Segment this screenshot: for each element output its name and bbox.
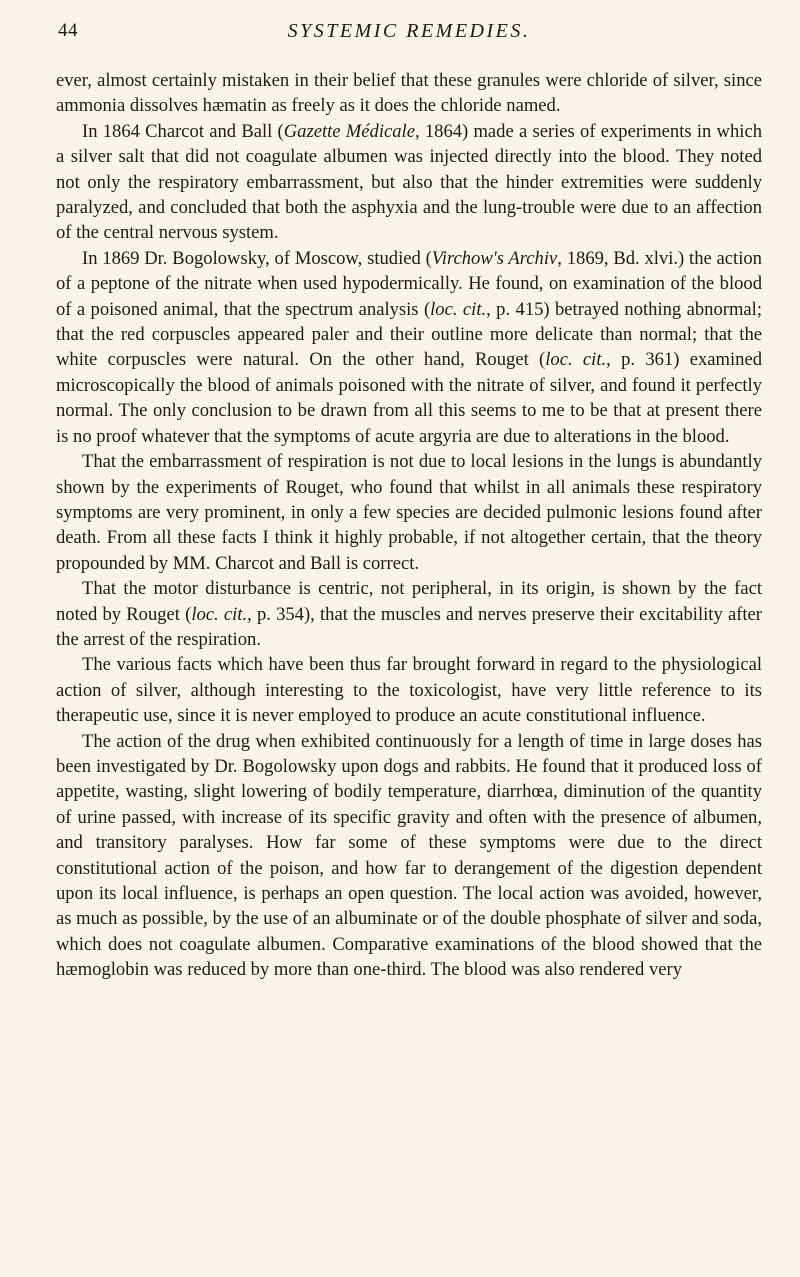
page-number: 44: [58, 20, 78, 41]
page-header: [58, 20, 760, 52]
paragraph-charcot-ball: In 1864 Charcot and Ball (Gazette Médicale, 1864) made a series of experiments in which a silver salt that did not coagulate albumen was injected directly into the blood. They noted not only the respiratory embarrassment, but also that the hinder extremities were suddenly paralyzed, and concluded that both the asphyxia and the lung-trouble were due to an affection of the central nervous system.: [56, 120, 762, 244]
paragraph-continuous-action: The action of the drug when exhibited continuously for a length of time in large doses has been investigated by Dr. Bogolowsky upon dogs and rabbits. He found that it produced loss of appetite, wasting, slight lowering of bodily temperature, diarrhœa, diminution of the quantity of urine passed, with increase of its specific gravity and often with the presence of albumen, and transitory paralyses. How far some of these symptoms were due to the direct constitutional action of the poison, and how far to derangement of the digestion dependent upon its local influence, is perhaps an open question. The local action was avoided, however, as much as possible, by the use of an albuminate or of the double phosphate of silver and soda, which does not coagulate albumen. Comparative examinations of the blood showed that the hæmoglobin was reduced by more than one-third. The blood was also rendered very: [56, 730, 762, 981]
paragraph-motor-disturbance: That the motor disturbance is centric, not peripheral, in its origin, is shown by the fact noted by Rouget (loc. cit., p. 354), that the muscles and nerves preserve their excitability after the arrest of the respiration.: [56, 578, 762, 650]
running-title: SYSTEMIC REMEDIES.: [287, 20, 531, 42]
paragraph-therapeutic-use: The various facts which have been thus far brought forward in regard to the physiological action of silver, although interesting to the toxicologist, have very little reference to its therapeutic use, since it is never employed to produce an acute constitutional influence.: [56, 654, 762, 727]
paragraph-bogolowsky-1869: In 1869 Dr. Bogolowsky, of Moscow, studied (Virchow's Archiv, 1869, Bd. xlvi.) the action of a peptone of the nitrate when used hypodermically. He found, on examination of the blood of a poisoned animal, that the spectrum analysis (loc. cit., p. 415) betrayed nothing abnormal; that the red corpuscles appeared paler and their outline more delicate than normal; that the white corpuscles were natural. On the other hand, Rouget (loc. cit., p. 361) examined microscopically the blood of animals poisoned with the nitrate of silver, and found it perfectly normal. The only conclusion to be drawn from all this seems to me to be that at present there is no proof whatever that the symptoms of acute argyria are due to alterations in the blood.: [56, 247, 762, 447]
body-text: [56, 68, 762, 983]
paragraph-continued: ever, almost certainly mistaken in their belief that these granules were chloride of silver, since ammonia dissolves hæmatin as freely as it does the chloride named.: [56, 70, 762, 117]
paragraph-respiration-lesions: That the embarrassment of respiration is not due to local lesions in the lungs is abundantly shown by the experiments of Rouget, who found that whilst in all animals these respiratory symptoms are very prominent, in only a few species are decided pulmonic lesions found after death. From all these facts I think it highly probable, if not altogether certain, that the theory propounded by MM. Charcot and Ball is correct.: [56, 451, 762, 574]
